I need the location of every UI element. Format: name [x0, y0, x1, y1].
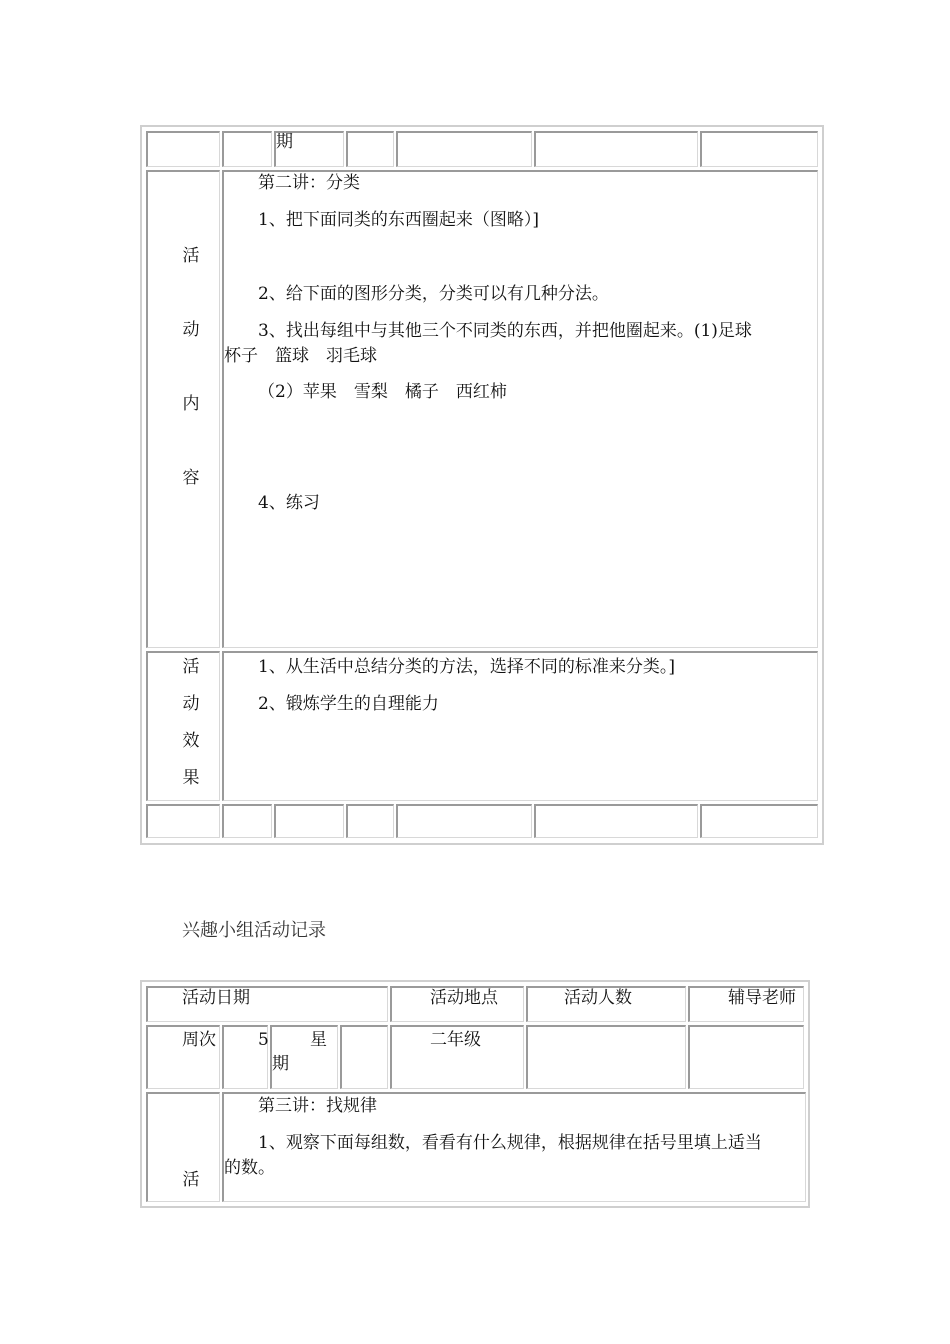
t1-top-cell-6 [534, 131, 698, 167]
t1-top-cell-1 [146, 131, 220, 167]
t1-top-cell-4 [346, 131, 394, 167]
t2-line-1: 1、观察下面每组数，看看有什么规律，根据规律在括号里填上适当 [258, 1133, 762, 1153]
t2-weekday-1: 星 [310, 1030, 327, 1050]
t1-top-cell-5 [396, 131, 532, 167]
t2-header-count: 活动人数 [564, 988, 632, 1008]
t2-count-cell [526, 1025, 686, 1089]
t1-line-4: （2）苹果 雪梨 橘子 西红柿 [258, 382, 507, 402]
t2-empty-cell [340, 1025, 388, 1089]
section-title: 兴趣小组活动记录 [182, 920, 326, 941]
t1-effect-label-3: 效 [182, 731, 200, 751]
t2-lecture-title: 第三讲：找规律 [258, 1096, 377, 1116]
t1-line-1: 1、把下面同类的东西圈起来（图略）] [258, 210, 539, 230]
t1-line-2: 2、给下面的图形分类，分类可以有几种分法。 [258, 284, 609, 304]
t1-effect-label-1: 活 [182, 657, 200, 677]
t1-bottom-cell-3 [274, 804, 344, 838]
t1-lecture-title: 第二讲：分类 [258, 173, 360, 193]
t1-bottom-cell-7 [700, 804, 818, 838]
t1-content-label-2: 动 [182, 320, 200, 340]
t1-bottom-cell-1 [146, 804, 220, 838]
t2-week-label: 周次 [182, 1030, 216, 1050]
t1-top-weekday: 期 [276, 132, 293, 152]
t2-header-date: 活动日期 [182, 988, 250, 1008]
t1-bottom-cell-6 [534, 804, 698, 838]
t2-line-1-cont: 的数。 [224, 1158, 275, 1178]
t2-header-teacher: 辅导老师 [728, 988, 796, 1008]
t1-line-3-cont: 杯子 篮球 羽毛球 [224, 346, 377, 366]
t1-line-5: 4、练习 [258, 493, 320, 513]
t1-content-cell [222, 170, 818, 648]
t1-bottom-cell-4 [346, 804, 394, 838]
t1-bottom-cell-2 [222, 804, 272, 838]
t1-top-cell-2 [222, 131, 272, 167]
t2-place: 二年级 [430, 1030, 481, 1050]
t1-effect-line-2: 2、锻炼学生的自理能力 [258, 694, 439, 714]
t2-weekday-2: 期 [272, 1054, 289, 1074]
t1-content-label-1: 活 [182, 246, 200, 266]
t1-content-label-4: 容 [182, 468, 200, 488]
t1-effect-label-4: 果 [182, 768, 200, 788]
t1-line-3: 3、找出每组中与其他三个不同类的东西，并把他圈起来。(1)足球 [258, 321, 752, 341]
t2-teacher-cell [688, 1025, 804, 1089]
t1-top-cell-7 [700, 131, 818, 167]
t2-header-place: 活动地点 [430, 988, 498, 1008]
t1-effect-label-2: 动 [182, 694, 200, 714]
t2-content-label: 活 [182, 1170, 200, 1190]
t1-bottom-cell-5 [396, 804, 532, 838]
t2-week-num: 5 [258, 1030, 269, 1050]
t1-content-label-3: 内 [182, 394, 200, 414]
t1-effect-line-1: 1、从生活中总结分类的方法，选择不同的标准来分类。] [258, 657, 675, 677]
